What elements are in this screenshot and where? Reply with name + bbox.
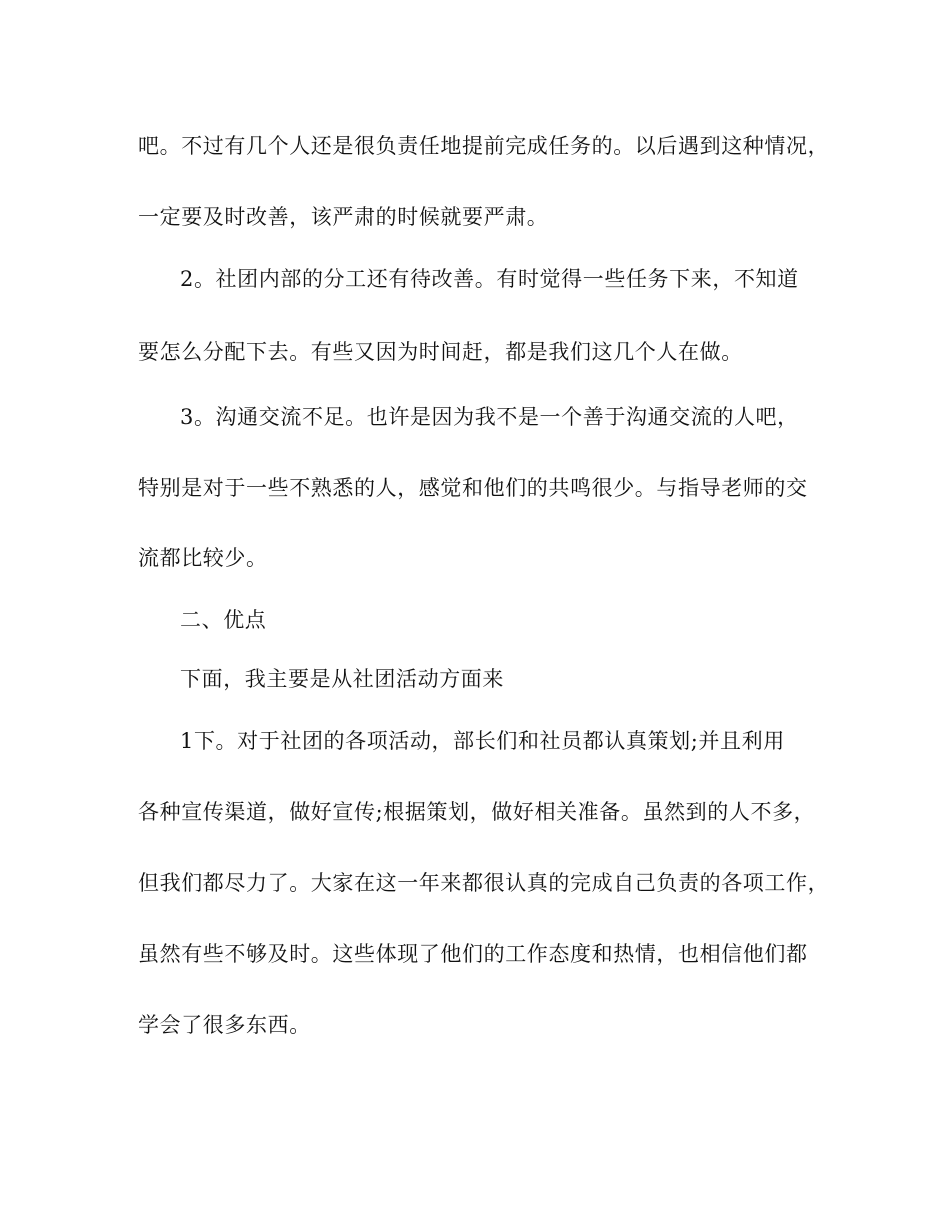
text-line: 1下。对于社团的各项活动，部长们和社员都认真策划;并且利用 (180, 729, 785, 753)
section-heading: 二、优点 (180, 608, 267, 632)
text-line: 学会了很多东西。 (138, 1013, 311, 1037)
text-line: 虽然有些不够及时。这些体现了他们的工作态度和热情，也相信他们都 (138, 942, 808, 966)
text-line: 3。沟通交流不足。也许是因为我不是一个善于沟通交流的人吧， (180, 405, 799, 429)
text-line: 要怎么分配下去。有些又因为时间赶，都是我们这几个人在做。 (138, 340, 743, 364)
text-line: 但我们都尽力了。大家在这一年来都很认真的完成自己负责的各项工作， (138, 871, 830, 895)
text-line: 流都比较少。 (138, 546, 268, 570)
text-line: 特别是对于一些不熟悉的人，感觉和他们的共鸣很少。与指导老师的交 (138, 476, 808, 500)
text-line: 一定要及时改善，该严肃的时候就要严肃。 (138, 205, 549, 229)
text-line: 2。社团内部的分工还有待改善。有时觉得一些任务下来，不知道 (180, 267, 799, 291)
text-line: 吧。不过有几个人还是很负责任地提前完成任务的。以后遇到这种情况， (138, 134, 830, 158)
text-line: 各种宣传渠道，做好宣传;根据策划，做好相关准备。虽然到的人不多， (138, 800, 816, 824)
text-line: 下面，我主要是从社团活动方面来 (180, 667, 504, 691)
